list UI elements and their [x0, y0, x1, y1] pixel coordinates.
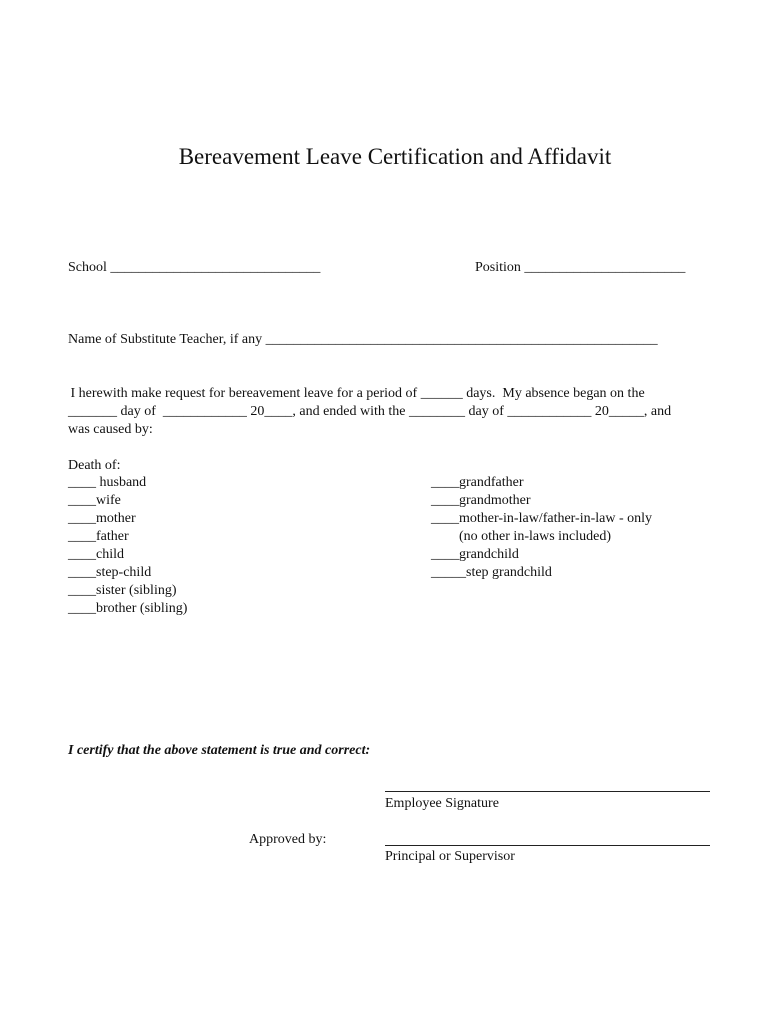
page-title: Bereavement Leave Certification and Affidavit: [178, 144, 612, 169]
substitute-teacher-field[interactable]: Name of Substitute Teacher, if any ________________________________________________________: [68, 332, 658, 347]
relation-option-grandmother[interactable]: ____grandmother: [431, 493, 531, 508]
relation-option-grandfather[interactable]: ____grandfather: [431, 475, 524, 490]
employee-signature-line[interactable]: [385, 791, 710, 792]
approved-by-label: Approved by:: [249, 832, 327, 847]
relation-option-brother[interactable]: ____brother (sibling): [68, 601, 188, 616]
relation-option-step-child[interactable]: ____step-child: [68, 565, 152, 580]
in-law-note: (no other in-laws included): [431, 529, 612, 544]
position-field[interactable]: Position _______________________: [475, 260, 686, 275]
employee-signature-label: Employee Signature: [385, 796, 499, 811]
school-field[interactable]: School ______________________________: [68, 260, 321, 275]
certify-statement: I certify that the above statement is true and correct:: [68, 743, 371, 758]
principal-signature-line[interactable]: [385, 845, 710, 846]
request-line-3: was caused by:: [68, 422, 153, 437]
death-of-label: Death of:: [68, 458, 121, 473]
relation-option-grandchild[interactable]: ____grandchild: [431, 547, 519, 562]
relation-option-wife[interactable]: ____wife: [68, 493, 121, 508]
relation-option-child[interactable]: ____child: [68, 547, 124, 562]
relation-option-mother[interactable]: ____mother: [68, 511, 136, 526]
relation-option-husband[interactable]: ____ husband: [68, 475, 147, 490]
request-line-2[interactable]: _______ day of ____________ 20____, and ended with the ________ day of ____________ 20_____, and: [68, 404, 672, 419]
relation-option-father[interactable]: ____father: [68, 529, 129, 544]
relation-option-step-grandchild[interactable]: _____step grandchild: [431, 565, 552, 580]
principal-signature-label: Principal or Supervisor: [385, 849, 515, 864]
request-line-1: I herewith make request for bereavement leave for a period of ______ days. My absence began on the: [67, 386, 645, 401]
relation-option-in-law[interactable]: ____mother-in-law/father-in-law - only: [431, 511, 653, 526]
relation-option-sister[interactable]: ____sister (sibling): [68, 583, 177, 598]
